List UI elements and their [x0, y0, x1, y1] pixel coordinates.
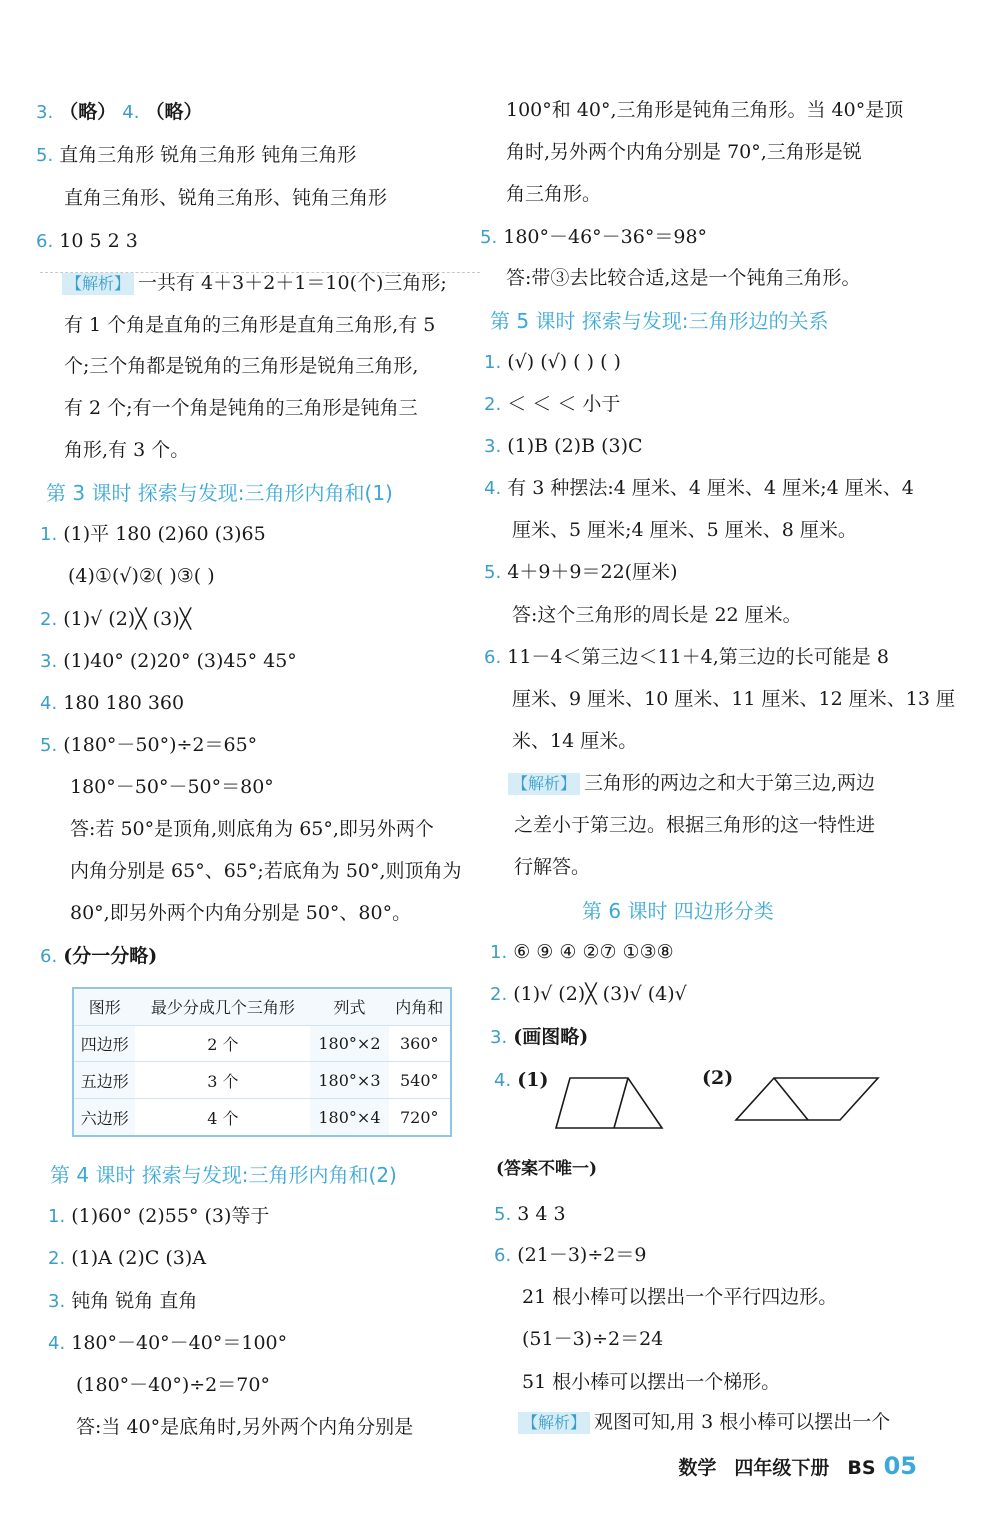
parallelogram-divider [774, 1078, 808, 1120]
question-number: 4. [494, 1070, 512, 1091]
answer-1 [48, 1202, 269, 1230]
answer-text: ＜ ＜ ＜ 小于 [507, 393, 621, 415]
answer-2 [484, 390, 620, 418]
lesson-5-title: 第 5 课时 探索与发现:三角形边的关系 [490, 309, 829, 333]
lesson-6-title: 第 6 课时 四边形分类 [582, 899, 774, 923]
answer-text: (21－3)÷2＝9 [517, 1244, 647, 1266]
analysis-line: 有 1 个角是直角的三角形是直角三角形,有 5 [64, 314, 436, 336]
scan-divider [40, 272, 480, 273]
answer-line: (4)①(√)②( )③( ) [68, 565, 215, 587]
answer-5 [40, 731, 257, 759]
parallelogram-figure [734, 1074, 884, 1126]
answer-text: (180°－50°)÷2＝65° [63, 734, 258, 756]
answer-text: (1)B (2)B (3)C [507, 435, 643, 457]
answer-line: 答:带③去比较合适,这是一个钝角三角形。 [506, 267, 861, 289]
answer-2 [40, 605, 191, 633]
answer-text: (1)A (2)C (3)A [71, 1247, 207, 1269]
question-number: 3. [484, 436, 502, 457]
table-cell: 180°×4 [318, 1107, 381, 1127]
answer-line: 厘米、5 厘米;4 厘米、5 厘米、8 厘米。 [512, 519, 857, 541]
table-row [74, 1062, 450, 1099]
answer-line: 米、14 厘米。 [512, 730, 638, 752]
question-number: 1. [490, 942, 508, 963]
question-number: 3. [40, 651, 58, 672]
table-cell: 180°×3 [310, 1062, 388, 1099]
lesson-4-title: 第 4 课时 探索与发现:三角形内角和(2) [50, 1163, 397, 1187]
analysis-line: 角形,有 3 个。 [64, 439, 190, 461]
question-number: 6. [484, 647, 502, 668]
lesson-3-title: 第 3 课时 探索与发现:三角形内角和(1) [46, 481, 393, 505]
table-cell: 360° [389, 1025, 450, 1062]
answer-line: 答:若 50°是顶角,则底角为 65°,即另外两个 [70, 818, 434, 840]
answer-line: 角三角形。 [506, 183, 602, 205]
page-number: 05 [883, 1452, 917, 1480]
answer-text: 180 180 360 [63, 692, 185, 714]
answer-text: 钝角 锐角 直角 [71, 1290, 198, 1312]
answer-text: 180°－40°－40°＝100° [71, 1332, 288, 1354]
table-header: 图形 [74, 989, 135, 1025]
answer-text: （略） [145, 101, 203, 123]
answer-text: 10 5 2 3 [59, 230, 138, 252]
answer-4 [40, 689, 184, 717]
answer-line: 180°－50°－50°＝80° [70, 776, 274, 798]
question-number: 5. [494, 1204, 512, 1225]
answer-3 [48, 1287, 197, 1315]
answer-text: (1)√ (2)╳ (3)√ (4)√ [513, 983, 687, 1005]
question-number: 4. [484, 478, 502, 499]
answer-line: 答:当 40°是底角时,另外两个内角分别是 [76, 1416, 414, 1438]
question-number: 4. [40, 693, 58, 714]
answer-4 [494, 1066, 548, 1094]
answer-text: 4＋9＋9＝22(厘米) [507, 561, 678, 583]
answer-2 [490, 980, 687, 1008]
answer-text: 180°－46°－36°＝98° [503, 226, 708, 248]
footer-edition: BS [847, 1457, 876, 1479]
answer-text: (1)60° (2)55° (3)等于 [71, 1205, 270, 1227]
footer-subject: 数学 [678, 1457, 717, 1479]
table-cell: 六边形 [80, 1108, 129, 1128]
answer-5 [36, 141, 356, 169]
table-row [74, 1025, 450, 1062]
question-number: 6. [494, 1245, 512, 1266]
answer-3 [484, 432, 643, 460]
analysis-text: 观图可知,用 3 根小棒可以摆出一个 [594, 1411, 891, 1433]
answer-6 [36, 227, 138, 255]
answer-3 [490, 1023, 588, 1051]
table-cell: 540° [389, 1062, 450, 1099]
trapezoid-figure [550, 1070, 670, 1134]
answer-text: (分一分略) [63, 945, 158, 967]
answer-line: (180°－40°)÷2＝70° [76, 1374, 270, 1396]
table-header: 最少分成几个三角形 [135, 989, 310, 1025]
answer-3-4 [36, 98, 203, 126]
question-number: 3. [36, 102, 54, 123]
answer-5 [484, 558, 678, 586]
answer-line: (51－3)÷2＝24 [522, 1328, 664, 1350]
table-header: 内角和 [389, 989, 450, 1025]
answer-4 [484, 474, 914, 502]
parallelogram-outline [736, 1078, 878, 1120]
table-cell: 3 个 [135, 1062, 310, 1099]
answer-text: (1)√ (2)╳ (3)╳ [63, 608, 192, 630]
question-number: 5. [480, 227, 498, 248]
question-number: 5. [36, 145, 54, 166]
question-number: 2. [484, 394, 502, 415]
analysis-block [508, 769, 875, 797]
table-header-row [74, 989, 450, 1025]
answer-text: (1)40° (2)20° (3)45° 45° [63, 650, 297, 672]
part-label: (1) [517, 1069, 549, 1091]
answer-1 [490, 938, 674, 966]
table-row [74, 1099, 450, 1135]
trapezoid-divider [614, 1078, 628, 1128]
analysis-line: 之差小于第三边。根据三角形的这一特性进 [514, 814, 876, 836]
answer-line: 100°和 40°,三角形是钝角三角形。当 40°是顶 [506, 99, 904, 121]
question-number: 5. [484, 562, 502, 583]
question-number: 1. [484, 352, 502, 373]
table-cell: 180°×2 [310, 1025, 388, 1062]
question-number: 4. [122, 102, 140, 123]
analysis-line: 个;三个角都是锐角的三角形是锐角三角形, [64, 355, 419, 377]
answer-note: (答案不唯一) [496, 1159, 598, 1179]
page-footer [678, 1452, 917, 1480]
answer-text: ⑥ ⑨ ④ ②⑦ ①③⑧ [513, 941, 674, 963]
answer-line: 答:这个三角形的周长是 22 厘米。 [512, 604, 802, 626]
question-number: 2. [490, 984, 508, 1005]
answer-6 [494, 1241, 646, 1269]
answer-text: （略） [59, 101, 117, 123]
footer-grade: 四年级下册 [734, 1457, 830, 1479]
analysis-line: 行解答。 [514, 856, 591, 878]
table-cell: 2 个 [135, 1025, 310, 1062]
answer-3 [40, 647, 297, 675]
answer-1 [484, 348, 621, 376]
question-number: 6. [40, 946, 58, 967]
answer-line: 21 根小棒可以摆出一个平行四边形。 [522, 1286, 838, 1308]
answer-text: (1)平 180 (2)60 (3)65 [63, 523, 266, 545]
answer-5 [494, 1200, 566, 1228]
answer-text: (√) (√) ( ) ( ) [507, 351, 621, 373]
question-number: 2. [40, 609, 58, 630]
analysis-text: 三角形的两边之和大于第三边,两边 [584, 772, 876, 794]
table-header: 列式 [310, 989, 388, 1025]
question-number: 6. [36, 231, 54, 252]
analysis-tag: 【解析】 [508, 773, 580, 795]
answer-text: 直角三角形 锐角三角形 钝角三角形 [59, 144, 357, 166]
answer-text: 有 3 种摆法:4 厘米、4 厘米、4 厘米;4 厘米、4 [507, 477, 914, 499]
answer-5 [480, 223, 707, 251]
table-cell: 4 个 [135, 1099, 310, 1135]
answer-text: 11－4＜第三边＜11＋4,第三边的长可能是 8 [507, 646, 889, 668]
table-cell: 四边形 [74, 1025, 135, 1062]
question-number: 1. [48, 1206, 66, 1227]
analysis-block [62, 269, 447, 297]
analysis-block [518, 1408, 890, 1436]
table-cell: 五边形 [74, 1062, 135, 1099]
answer-2 [48, 1244, 206, 1272]
answer-line: 51 根小棒可以摆出一个梯形。 [522, 1371, 781, 1393]
answer-text: (画图略) [513, 1026, 589, 1048]
analysis-line: 有 2 个;有一个角是钝角的三角形是钝角三 [64, 397, 418, 419]
trapezoid-outline [556, 1078, 662, 1128]
answer-text: 3 4 3 [517, 1203, 566, 1225]
question-number: 4. [48, 1333, 66, 1354]
part-label: (2) [702, 1067, 734, 1089]
answer-line: 内角分别是 65°、65°;若底角为 50°,则顶角为 [70, 860, 462, 882]
answer-line: 直角三角形、锐角三角形、钝角三角形 [64, 187, 388, 209]
angle-sum-table [72, 987, 452, 1137]
answer-line: 角时,另外两个内角分别是 70°,三角形是锐 [506, 141, 862, 163]
question-number: 2. [48, 1248, 66, 1269]
answer-1 [40, 520, 266, 548]
answer-6 [484, 643, 889, 671]
question-number: 5. [40, 735, 58, 756]
analysis-text: 一共有 4＋3＋2＋1＝10(个)三角形; [138, 272, 447, 294]
analysis-tag: 【解析】 [62, 273, 134, 295]
analysis-tag: 【解析】 [518, 1412, 590, 1434]
answer-line: 80°,即另外两个内角分别是 50°、80°。 [70, 902, 412, 924]
answer-4 [48, 1329, 287, 1357]
question-number: 1. [40, 524, 58, 545]
answer-6 [40, 942, 157, 970]
table-cell: 720° [389, 1099, 450, 1135]
question-number: 3. [490, 1027, 508, 1048]
question-number: 3. [48, 1291, 66, 1312]
answer-line: 厘米、9 厘米、10 厘米、11 厘米、12 厘米、13 厘 [512, 688, 955, 710]
